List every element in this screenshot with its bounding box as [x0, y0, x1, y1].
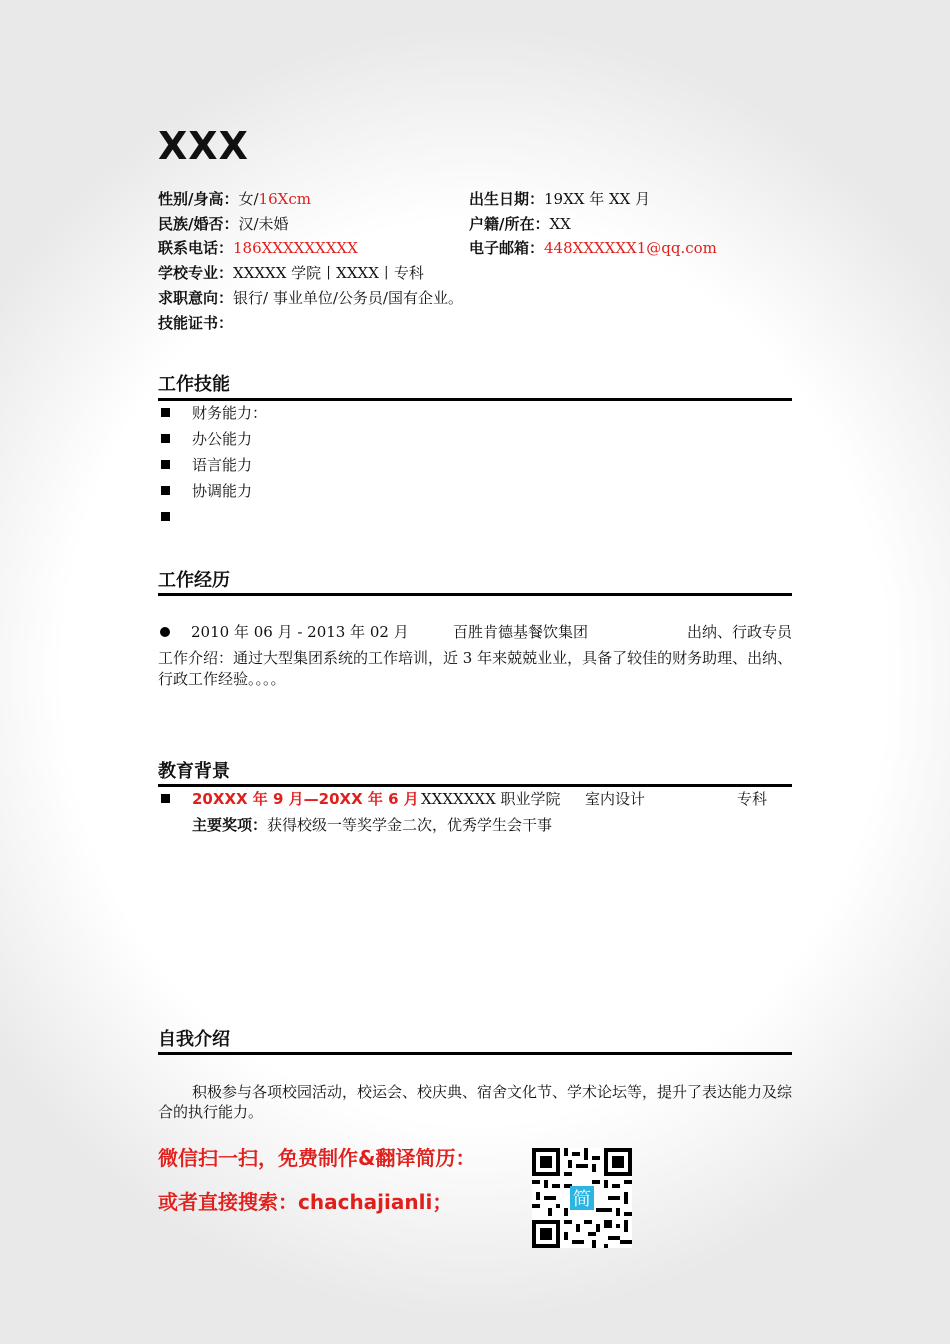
gender-value: 女/	[238, 190, 259, 208]
square-bullet-icon	[161, 434, 170, 443]
birth-label: 出生日期：	[469, 190, 545, 208]
cert-row	[158, 311, 468, 336]
work-date: 2010 年 06 月 - 2013 年 02 月	[191, 623, 409, 641]
objective-label: 求职意向：	[158, 288, 234, 307]
education-entry	[158, 788, 792, 809]
square-bullet-icon	[161, 486, 170, 495]
work-section-title: 工作经历	[158, 570, 230, 591]
qr-badge-text: 简	[572, 1188, 592, 1210]
personal-info-right	[469, 187, 799, 261]
education-date: 20XXX 年 9 月—20XX 年 6 月	[192, 790, 419, 808]
promo-line-1: 微信扫一扫，免费制作&翻译简历：	[158, 1146, 476, 1170]
skill-item	[158, 477, 792, 503]
education-rule	[158, 784, 792, 787]
award-row	[192, 814, 552, 835]
skill-item	[158, 451, 792, 477]
square-bullet-icon	[161, 512, 170, 521]
skill-label: 协调能力	[192, 481, 253, 500]
skills-section-title: 工作技能	[158, 374, 230, 395]
email-label: 电子邮箱：	[469, 239, 545, 258]
skill-label: 财务能力：	[192, 403, 268, 422]
award-label: 主要奖项：	[192, 816, 268, 834]
school-row	[158, 261, 618, 286]
square-bullet-icon	[161, 460, 170, 469]
objective-value: 银行/ 事业单位/公务员/国有企业。	[233, 288, 463, 307]
award-value: 获得校级一等奖学金二次，优秀学生会干事	[267, 816, 553, 834]
hometown-value: XX	[549, 214, 571, 233]
square-bullet-icon	[161, 794, 170, 803]
gender-height-row	[158, 187, 468, 212]
education-degree: 专科	[737, 790, 768, 808]
skill-item	[158, 503, 792, 529]
work-description: 工作介绍：通过大型集团系统的工作培训，近 3 年来兢兢业业，具备了较佳的财务助理、出纳、行政工作经验。。。。	[158, 649, 793, 688]
birth-value: 19XX 年 XX 月	[544, 190, 651, 208]
school-value: XXXXX 学院丨XXXX丨专科	[233, 264, 424, 283]
birth-row	[469, 187, 799, 212]
work-rule	[158, 593, 792, 596]
round-bullet-icon	[160, 627, 170, 637]
candidate-name: XXX	[158, 124, 249, 168]
education-section-title: 教育背景	[158, 761, 230, 782]
skill-item	[158, 425, 792, 451]
gender-height-label: 性别/身高：	[158, 190, 239, 208]
cert-label: 技能证书：	[158, 313, 234, 332]
skill-item	[158, 399, 792, 425]
work-position: 出纳、行政专员	[686, 623, 792, 641]
email-value: 448XXXXXX1@qq.com	[544, 239, 717, 258]
phone-value: 186XXXXXXXXX	[233, 239, 358, 258]
education-major: 室内设计	[585, 790, 646, 808]
promo-line-2: 或者直接搜索：chachajianli；	[158, 1190, 453, 1214]
school-label: 学校专业：	[158, 264, 234, 283]
square-bullet-icon	[161, 408, 170, 417]
phone-row	[158, 236, 468, 261]
work-entry	[158, 621, 792, 642]
email-row	[469, 236, 799, 261]
work-company: 百胜肯德基餐饮集团	[453, 623, 589, 641]
height-value: 16Xcm	[258, 190, 311, 208]
hometown-row	[469, 212, 799, 237]
ethnic-marital-value: 汉/未婚	[238, 214, 289, 233]
ethnic-marital-row	[158, 212, 468, 237]
intro-section-title: 自我介绍	[158, 1029, 230, 1050]
skills-list	[158, 399, 792, 529]
phone-label: 联系电话：	[158, 239, 234, 258]
qr-code-icon[interactable]	[532, 1148, 632, 1248]
objective-row	[158, 286, 618, 311]
personal-info-left	[158, 187, 468, 335]
education-school: XXXXXXX 职业学院	[421, 790, 561, 808]
hometown-label: 户籍/所在：	[469, 214, 550, 233]
skill-label: 语言能力	[192, 455, 253, 474]
intro-text: 积极参与各项校园活动，校运会、校庆典、宿舍文化节、学术论坛等，提升了表达能力及综合的执行能力。	[158, 1083, 793, 1121]
skill-label: 办公能力	[192, 429, 253, 448]
ethnic-marital-label: 民族/婚否：	[158, 214, 239, 233]
intro-rule	[158, 1052, 792, 1055]
